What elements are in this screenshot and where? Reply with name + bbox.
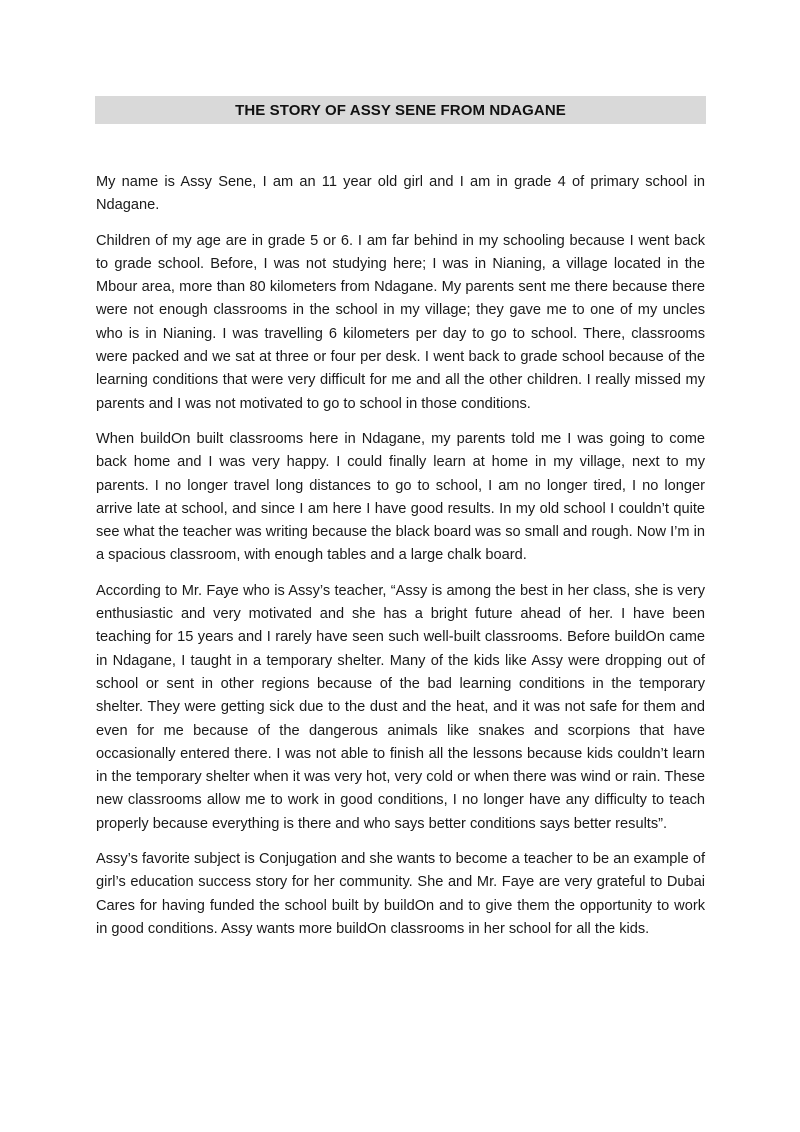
title-banner xyxy=(95,96,706,124)
paragraph-past-schooling: Children of my age are in grade 5 or 6. I am far behind in my schooling because I went back to grade school. Before, I was not studying here; I was in Nianing, a village located in the Mbour area, more than 80 kilometers from Ndagane. My parents sent me there because there were not enough classrooms in the school in my village; they gave me to one of my uncles who is in Nianing. I was travelling 6 kilometers per day to go to school. There, classrooms were packed and we sat at three or four per desk. I went back to grade school because of the learning conditions that were very difficult for me and all the other children. I really missed my parents and I was not motivated to go to school in those conditions. xyxy=(96,232,705,412)
paragraph-new-classrooms: When buildOn built classrooms here in Ndagane, my parents told me I was going to come back home and I was very happy. I could finally learn at home in my village, next to my parents. I no longer travel long distances to go to school, I am no longer tired, I no longer arrive late at school, and since I am here I have good results. In my old school I couldn’t quite see what the teacher was writing because the black board was so small and rough. Now I’m in a spacious classroom, with enough tables and a large chalk board. xyxy=(96,430,705,564)
paragraph-conclusion: Assy’s favorite subject is Conjugation and she wants to become a teacher to be an example of girl’s education success story for her community. She and Mr. Faye are very grateful to Dubai Cares for having funded the school built by buildOn and to give them the opportunity to work in good conditions. Assy wants more buildOn classrooms in her school for all the kids. xyxy=(96,851,705,937)
paragraph-intro: My name is Assy Sene, I am an 11 year old girl and I am in grade 4 of primary school in Ndagane. xyxy=(96,174,705,214)
document-title: THE STORY OF ASSY SENE FROM NDAGANE xyxy=(235,101,566,119)
document-body xyxy=(96,171,705,953)
paragraph-teacher-quote: According to Mr. Faye who is Assy’s teacher, “Assy is among the best in her class, she is very enthusiastic and very motivated and she has a bright future ahead of her. I have been teaching for 15 years and I rarely have seen such well-built classrooms. Before buildOn came in Ndagane, I taught in a temporary shelter. Many of the kids like Assy were dropping out of school or sent in other regions because of the bad learning conditions in the temporary shelter. They were getting sick due to the dust and the heat, and it was not safe for them and even for me because of the dangerous animals like snakes and scorpions that have occasionally entered there. I was not able to finish all the lessons because kids couldn’t learn in the temporary shelter when it was very hot, very cold or when there was wind or rain. These new classrooms allow me to work in good conditions, I no longer have any difficulty to teach properly because everything is there and who says better conditions says better results”. xyxy=(96,582,705,832)
